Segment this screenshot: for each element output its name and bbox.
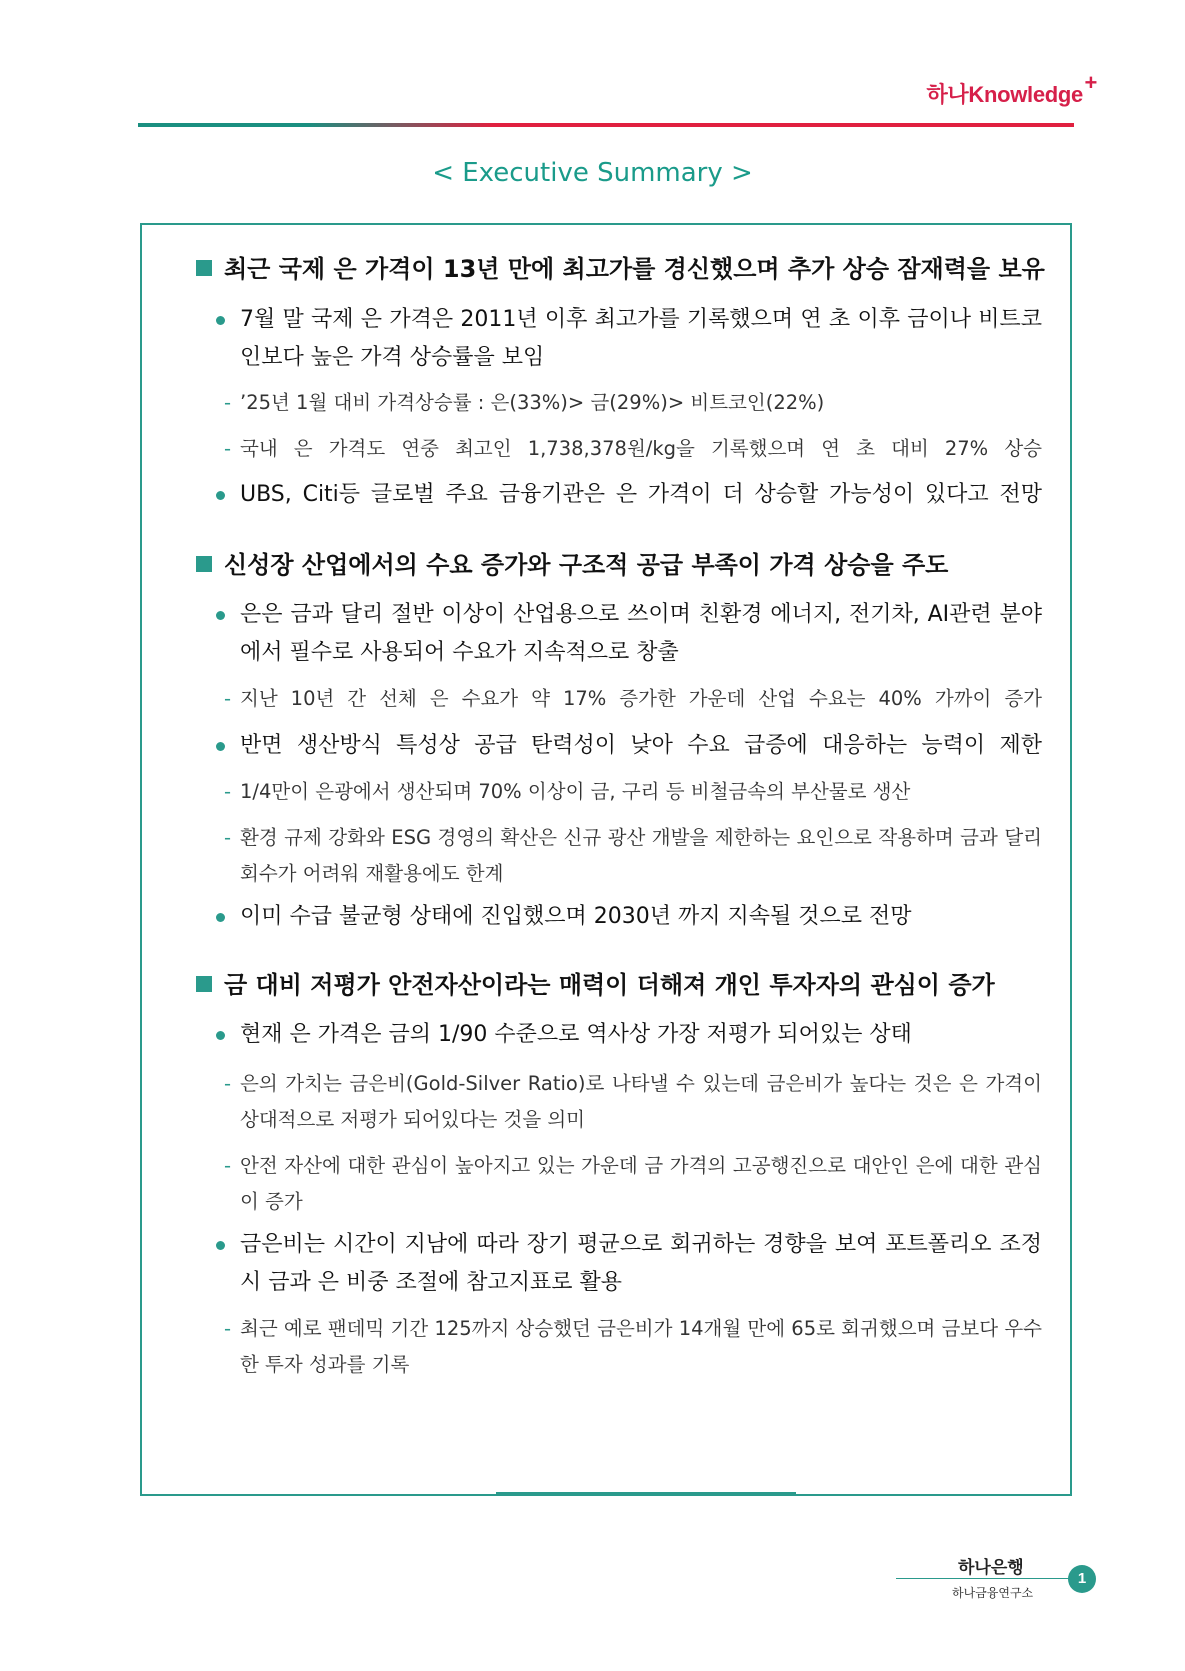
dot-bullet-icon [216, 1241, 225, 1250]
dot-bullet-icon [216, 611, 225, 620]
dash-icon: - [224, 437, 232, 460]
sub-text: 은의 가치는 금은비(Gold-Silver Ratio)로 나타낼 수 있는데 금은비가 높다는 것은 은 가격이 상대적으로 저평가 되어있다는 것을 의미 [240, 1072, 1042, 1131]
sub-item [224, 1148, 1042, 1220]
bullet-text: UBS, Citi등 글로벌 주요 금융기관은 은 가격이 더 상승할 가능성이 있다고 전망 [240, 482, 1042, 507]
dash-icon: - [224, 1317, 232, 1340]
square-bullet-icon [196, 556, 212, 572]
sub-item [224, 681, 1042, 717]
dot-bullet-icon [216, 316, 225, 325]
sub-text: 최근 예로 팬데믹 기간 125까지 상승했던 금은비가 14개월 만에 65로 회귀했으며 금보다 우수한 투자 성과를 기록 [240, 1317, 1042, 1376]
bullet-item [216, 1016, 1042, 1054]
bullet-item [216, 1226, 1042, 1302]
section-heading-text: 최근 국제 은 가격이 13년 만에 최고가를 경신했으며 추가 상승 잠재력을 보유 [224, 255, 1045, 283]
section-heading-1 [196, 254, 1046, 284]
footer-institute-name: 하나금융연구소 [952, 1586, 1034, 1600]
sub-item [224, 820, 1042, 892]
sub-text: 환경 규제 강화와 ESG 경영의 확산은 신규 광산 개발을 제한하는 요인으로 작용하며 금과 달리 회수가 어려워 재활용에도 한계 [240, 826, 1042, 885]
section-heading-text: 신성장 산업에서의 수요 증가와 구조적 공급 부족이 가격 상승을 주도 [224, 551, 949, 579]
footer-rule [896, 1578, 1076, 1579]
bullet-item [216, 727, 1042, 765]
dash-icon: - [224, 687, 232, 710]
brand-plus: + [1084, 70, 1097, 95]
footer-bank-name: 하나은행 [958, 1558, 1024, 1578]
dash-icon: - [224, 826, 232, 849]
bullet-item [216, 301, 1042, 377]
sub-item [224, 1311, 1042, 1383]
brand-logo [926, 70, 1097, 109]
section-heading-3 [196, 970, 1046, 1000]
dot-bullet-icon [216, 742, 225, 751]
bullet-text: 현재 은 가격은 금의 1/90 수준으로 역사상 가장 저평가 되어있는 상태 [240, 1022, 912, 1047]
sub-text: 안전 자산에 대한 관심이 높아지고 있는 가운데 금 가격의 고공행진으로 대안인 은에 대한 관심이 증가 [240, 1154, 1042, 1213]
brand-name: 하나Knowledge [926, 82, 1083, 107]
dot-bullet-icon [216, 913, 225, 922]
bullet-item [216, 898, 1042, 936]
bullet-text: 반면 생산방식 특성상 공급 탄력성이 낮아 수요 급증에 대응하는 능력이 제한 [240, 733, 1042, 758]
section-heading-2 [196, 550, 1046, 580]
sub-item [224, 1066, 1042, 1138]
bullet-item [216, 476, 1042, 514]
bullet-text: 7월 말 국제 은 가격은 2011년 이후 최고가를 기록했으며 연 초 이후 금이나 비트코인보다 높은 가격 상승률을 보임 [240, 307, 1042, 370]
dot-bullet-icon [216, 1031, 225, 1040]
dash-icon: - [224, 391, 232, 414]
summary-box-tab [496, 1492, 796, 1496]
page-number: 1 [1068, 1565, 1096, 1593]
section-heading-text: 금 대비 저평가 안전자산이라는 매력이 더해져 개인 투자자의 관심이 증가 [224, 971, 995, 999]
sub-item [224, 774, 1042, 810]
dot-bullet-icon [216, 491, 225, 500]
sub-text: ’25년 1월 대비 가격상승률 : 은(33%)> 금(29%)> 비트코인(22%) [240, 391, 825, 414]
dash-icon: - [224, 1154, 232, 1177]
sub-item [224, 385, 1042, 421]
sub-text: 국내 은 가격도 연중 최고인 1,738,378원/kg을 기록했으며 연 초 대비 27% 상승 [240, 437, 1042, 460]
bullet-text: 금은비는 시간이 지남에 따라 장기 평균으로 회귀하는 경향을 보여 포트폴리오 조정 시 금과 은 비중 조절에 참고지표로 활용 [240, 1232, 1042, 1295]
page-title: < Executive Summary > [432, 158, 753, 188]
bullet-item [216, 596, 1042, 672]
dash-icon: - [224, 780, 232, 803]
sub-item [224, 431, 1042, 467]
sub-text: 지난 10년 간 선체 은 수요가 약 17% 증가한 가운데 산업 수요는 40% 가까이 증가 [240, 687, 1042, 710]
square-bullet-icon [196, 260, 212, 276]
bullet-text: 은은 금과 달리 절반 이상이 산업용으로 쓰이며 친환경 에너지, 전기차, AI관련 분야에서 필수로 사용되어 수요가 지속적으로 창출 [240, 602, 1042, 665]
header-rule [138, 123, 1074, 127]
bullet-text: 이미 수급 불균형 상태에 진입했으며 2030년 까지 지속될 것으로 전망 [240, 904, 912, 929]
square-bullet-icon [196, 976, 212, 992]
dash-icon: - [224, 1072, 232, 1095]
sub-text: 1/4만이 은광에서 생산되며 70% 이상이 금, 구리 등 비철금속의 부산물로 생산 [240, 780, 911, 803]
